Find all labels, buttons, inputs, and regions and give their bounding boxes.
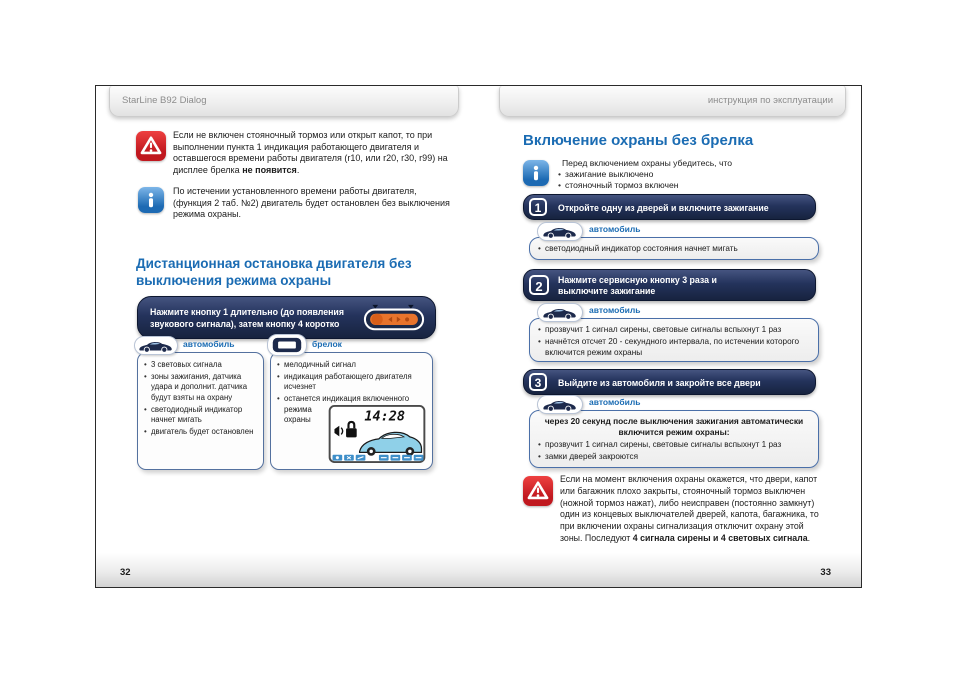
step-3-number: 3 <box>529 373 547 391</box>
keyfob-icon <box>267 334 307 356</box>
list-item <box>277 394 426 426</box>
step-1-result <box>529 225 819 260</box>
bullet-text: зоны зажигания, датчика удара и дополнит. датчика будут взяты на охрану <box>151 371 248 402</box>
warning-text-bold: не появится <box>242 164 297 175</box>
warning-text-body: Если на момент включения охраны окажется, что двери, капот или багажник плохо закрыты, стояночный тормоз выключен (ножной тормоз нажат), либо неисправен (постоянно замкнут) один из концевых выключателей дверей, капота, багажника, то при включении охраны сигнализация отключит охрану этой зоны. Последуют <box>560 474 819 543</box>
left-page-title: Дистанционная остановка двигателя без выключения режима охраны <box>136 256 412 288</box>
step-1-number: 1 <box>529 198 547 216</box>
step-2-result <box>529 306 819 362</box>
car-silhouette-icon <box>541 398 579 412</box>
bullet-text: индикация работающего двигателя исчезнет <box>284 371 412 391</box>
step-1-bar <box>523 194 816 220</box>
step-2-bar <box>523 269 816 301</box>
car-panel-label: автомобиль <box>183 339 235 349</box>
bullet-text: зажигание выключено <box>565 169 654 179</box>
warning-triangle-icon <box>525 478 551 504</box>
step-3-result <box>529 398 819 468</box>
car-silhouette-icon <box>541 225 579 239</box>
list-item <box>144 372 257 404</box>
car-result-panel <box>137 338 264 470</box>
right-info-note <box>558 158 823 191</box>
car-icon <box>537 303 583 322</box>
step-3-title: Выйдите из автомобиля и закройте все двери <box>558 378 761 388</box>
warning-text-body: Если не включен стояночный тормоз или открыт капот, то при выполнении пункта 1 индикация работающего двигателя и оставшегося времени работы двигателя (r10, или r20, r30, r99) на дисплее брелка <box>173 130 448 175</box>
car-icon <box>134 336 178 355</box>
step-3-result-box <box>529 410 819 468</box>
list-item <box>558 169 823 180</box>
bullet-text: стояночный тормоз включен <box>565 180 679 190</box>
warning-icon <box>523 476 553 506</box>
right-header-tab <box>499 86 846 117</box>
car-silhouette-icon <box>541 306 579 320</box>
list-item <box>277 372 426 393</box>
bullet-text: замки дверей закроются <box>545 451 639 461</box>
info-intro: Перед включением охраны убедитесь, что <box>562 158 733 168</box>
list-item <box>277 360 426 371</box>
right-header-title: инструкция по эксплуатации <box>707 95 833 106</box>
step-3-bar <box>523 369 816 395</box>
car-silhouette-icon <box>137 339 175 353</box>
info-i-icon <box>525 162 547 184</box>
bullet-text: 3 световых сигнала <box>151 359 222 369</box>
info-icon <box>138 187 164 213</box>
warning-text-after: . <box>807 532 811 543</box>
fob-panel-box <box>270 352 433 470</box>
list-item <box>538 325 810 336</box>
list-item <box>558 180 823 191</box>
left-page-number: 32 <box>120 567 131 578</box>
step-2-number: 2 <box>529 275 549 295</box>
list-item <box>538 440 810 451</box>
step-2-title: Нажмите сервисную кнопку 3 раза и выключите зажигание <box>558 275 717 296</box>
result-label: автомобиль <box>589 305 641 315</box>
warning-text-after: . <box>296 164 300 175</box>
bullet-text: светодиодный индикатор состояния начнет мигать <box>545 243 738 253</box>
warning-icon <box>136 131 166 161</box>
warning-triangle-icon <box>138 133 164 159</box>
left-header-title: StarLine B92 Dialog <box>122 95 207 106</box>
left-header-tab <box>109 86 459 117</box>
car-panel-box <box>137 352 264 470</box>
list-item <box>538 452 810 463</box>
bullet-text: начнётся отсчет 20 - секундного интервала, по истечении которого включится режим охраны <box>545 336 800 357</box>
result-bold-intro: через 20 секунд после выключения зажигания автоматически включится режим охраны: <box>544 416 804 437</box>
list-item <box>144 405 257 426</box>
bullet-text: останется индикация включенного режима охраны <box>284 394 410 424</box>
fob-panel-label: брелок <box>312 339 342 349</box>
fob-result-panel <box>270 338 433 470</box>
list-item <box>538 337 810 359</box>
bullet-text: прозвучит 1 сигнал сирены, световые сигналы вспыхнут 1 раз <box>545 439 782 449</box>
left-warning-text <box>173 130 450 176</box>
bullet-text: двигатель будет остановлен <box>151 427 254 436</box>
result-label: автомобиль <box>589 397 641 407</box>
footer-band <box>96 553 861 587</box>
lcd-time: 14:28 <box>364 408 406 425</box>
list-item <box>538 244 810 255</box>
result-label: автомобиль <box>589 224 641 234</box>
bullet-text: мелодичный сигнал <box>284 359 356 369</box>
info-icon <box>523 160 549 186</box>
right-page-number: 33 <box>820 567 831 578</box>
manual-spread <box>95 85 862 588</box>
list-item <box>144 427 257 438</box>
info-i-icon <box>140 189 162 211</box>
action-instruction-text: Нажмите кнопку 1 длительно (до появления звукового сигнала), затем кнопку 4 коротко <box>150 307 344 329</box>
list-item <box>144 360 257 371</box>
car-icon <box>537 222 583 241</box>
right-page-title: Включение охраны без брелка <box>523 132 754 149</box>
keyfob-buttons-icon <box>361 303 427 333</box>
warning-text-bold: 4 сигнала сирены и 4 световых сигнала <box>632 532 808 543</box>
bullet-text: светодиодный индикатор начнет мигать <box>151 404 243 424</box>
bullet-text: прозвучит 1 сигнал сирены, световые сигналы вспыхнут 1 раз <box>545 324 782 334</box>
step-2-result-box <box>529 318 819 362</box>
step-1-title: Откройте одну из дверей и включите зажигание <box>558 203 769 213</box>
left-info-text: По истечении установленного времени работы двигателя, (функция 2 таб. №2) двигатель будет остановлен без выключения режима охраны. <box>173 186 450 220</box>
action-instruction-bar <box>137 296 436 339</box>
car-icon <box>537 395 583 414</box>
right-warning-text <box>560 474 822 545</box>
keyfob-body-icon <box>271 336 303 354</box>
